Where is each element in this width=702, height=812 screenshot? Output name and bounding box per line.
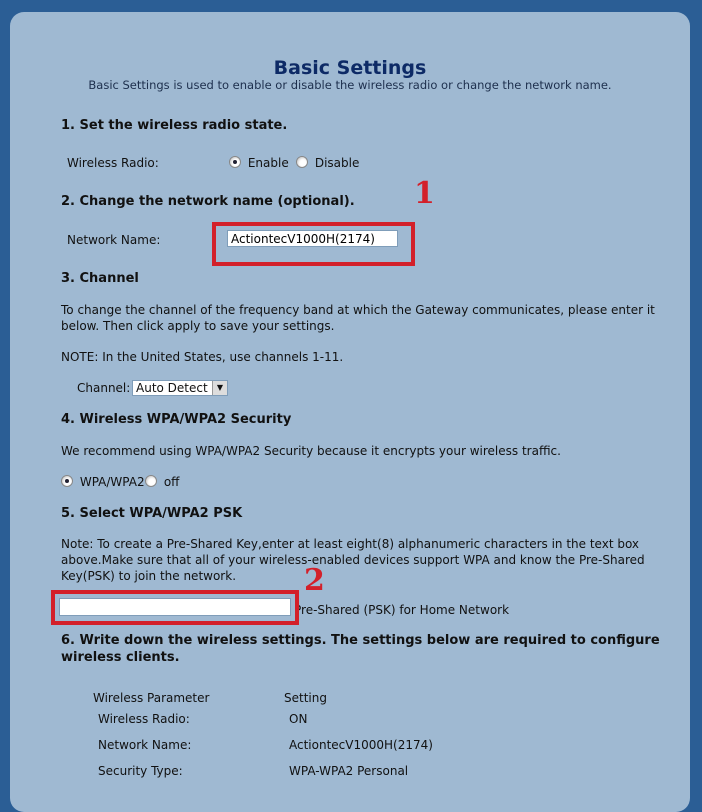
channel-select[interactable]: [132, 380, 228, 396]
section-4-heading: 4. Wireless WPA/WPA2 Security: [61, 412, 292, 427]
annotation-marker-1: 1: [414, 176, 435, 211]
channel-select-value: Auto Detect: [136, 381, 208, 395]
psk-label: Pre-Shared (PSK) for Home Network: [294, 603, 510, 617]
chevron-down-icon[interactable]: ▼: [212, 381, 227, 395]
table-row-setting: ActiontecV1000H(2174): [289, 738, 433, 752]
network-name-label: Network Name:: [67, 233, 161, 247]
table-row-param: Security Type:: [98, 764, 183, 778]
section-3-heading: 3. Channel: [61, 271, 139, 286]
channel-note: NOTE: In the United States, use channels 1-11.: [61, 350, 344, 364]
annotation-marker-2: 2: [304, 563, 325, 598]
section-5-heading: 5. Select WPA/WPA2 PSK: [61, 506, 243, 521]
section-6-heading-line-1: 6. Write down the wireless settings. The settings below are required to configure: [61, 633, 660, 648]
wireless-radio-disable-option[interactable]: [296, 156, 359, 170]
disable-radio[interactable]: [296, 156, 308, 168]
off-radio[interactable]: [145, 475, 157, 487]
channel-description-line-2: below. Then click apply to save your settings.: [61, 319, 335, 333]
psk-note-line-2: above.Make sure that all of your wireless-enabled devices support WPA and know the Pre-Shared: [61, 553, 645, 567]
enable-label: Enable: [247, 156, 289, 170]
page-title: Basic Settings: [273, 57, 427, 79]
wpa-radio[interactable]: [61, 475, 73, 487]
wireless-radio-label: Wireless Radio:: [67, 156, 159, 170]
psk-note-line-3: Key(PSK) to join the network.: [61, 569, 237, 583]
table-header-setting: Setting: [284, 691, 327, 705]
security-off-option[interactable]: [145, 475, 179, 489]
table-row-setting: WPA-WPA2 Personal: [289, 764, 409, 778]
disable-label: Disable: [314, 156, 360, 170]
network-name-input[interactable]: [227, 230, 398, 247]
table-header-parameter: Wireless Parameter: [93, 691, 210, 705]
table-row-param: Wireless Radio:: [98, 712, 190, 726]
wpa-label: WPA/WPA2: [79, 475, 145, 489]
off-label: off: [163, 475, 180, 489]
security-description: We recommend using WPA/WPA2 Security because it encrypts your wireless traffic.: [61, 444, 561, 458]
section-2-heading: 2. Change the network name (optional).: [61, 194, 355, 209]
psk-note-line-1: Note: To create a Pre-Shared Key,enter at least eight(8) alphanumeric characters in the text box: [61, 537, 640, 551]
section-6-heading-line-2: wireless clients.: [61, 650, 180, 665]
security-wpa-option[interactable]: [61, 475, 145, 489]
annotation-highlight-2: [51, 590, 299, 625]
table-row-param: Network Name:: [98, 738, 192, 752]
page-subtitle: Basic Settings is used to enable or disable the wireless radio or change the network name.: [88, 78, 612, 92]
section-1-heading: 1. Set the wireless radio state.: [61, 118, 288, 133]
channel-description-line-1: To change the channel of the frequency band at which the Gateway communicates, please enter it: [61, 303, 655, 317]
channel-label: Channel:: [77, 381, 131, 395]
table-row-setting: ON: [289, 712, 308, 726]
enable-radio[interactable]: [229, 156, 241, 168]
wireless-radio-enable-option[interactable]: [229, 156, 289, 170]
